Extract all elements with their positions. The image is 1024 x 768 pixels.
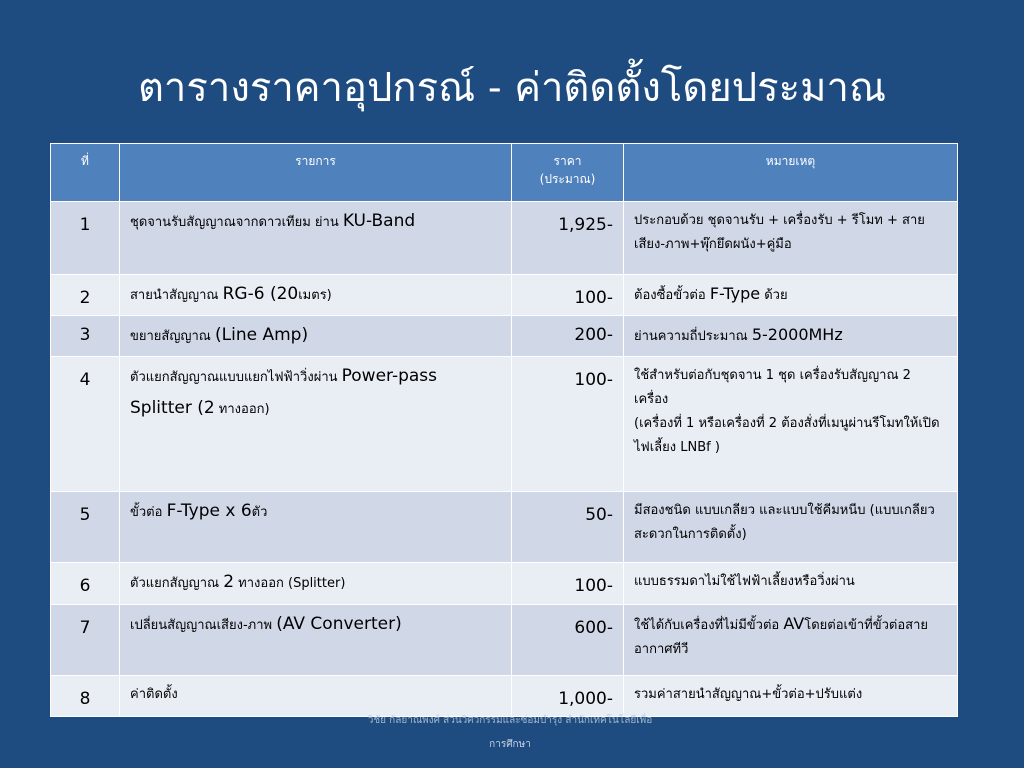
header-item: รายการ	[120, 144, 512, 202]
note-text-suffix: ด้วย	[760, 288, 788, 303]
row-price: 600-	[512, 605, 624, 676]
note-text-emphasis: 5-2000MHz	[751, 325, 843, 344]
row-item	[120, 563, 512, 605]
item-text: ขยายสัญญาณ	[130, 329, 216, 344]
row-item	[120, 492, 512, 563]
row-price: 100-	[512, 563, 624, 605]
item-text: ขั้วต่อ	[130, 505, 167, 520]
item-text-suffix: ทางออก (Splitter)	[234, 576, 346, 591]
item-text-emphasis: (Line Amp)	[215, 325, 309, 345]
item-text: สายนำสัญญาณ	[130, 288, 223, 303]
header-note: หมายเหตุ	[624, 144, 958, 202]
row-price: 50-	[512, 492, 624, 563]
item-text-emphasis: Power-pass Splitter (2	[130, 366, 438, 418]
note-text-emphasis: F-Type	[709, 284, 761, 303]
row-note: รวมค่าสายนำสัญญาณ+ขั้วต่อ+ปรับแต่ง	[624, 676, 958, 717]
note-line-1: ใช้สำหรับต่อกับชุดจาน 1 ชุด เครื่องรับสัญญาณ 2 เครื่อง	[634, 368, 911, 407]
row-note: มีสองชนิด แบบเกลียว และแบบใช้คีมหนีบ (แบบเกลียวสะดวกในการติดตั้ง)	[624, 492, 958, 563]
row-note: แบบธรรมดาไม่ใช้ไฟฟ้าเลี้ยงหรือวิ่งผ่าน	[624, 563, 958, 605]
row-number: 7	[51, 605, 120, 676]
row-price: 1,925-	[512, 202, 624, 275]
row-number: 2	[51, 275, 120, 316]
table-row	[51, 316, 958, 357]
row-item	[120, 316, 512, 357]
item-text-suffix: เมตร)	[298, 288, 332, 303]
row-item	[120, 202, 512, 275]
item-text-emphasis: RG-6 (20	[222, 284, 299, 304]
header-price-line2: (ประมาณ)	[539, 172, 596, 186]
table-row	[51, 357, 958, 492]
table-row	[51, 492, 958, 563]
row-number: 3	[51, 316, 120, 357]
row-item	[120, 275, 512, 316]
row-item	[120, 605, 512, 676]
row-item	[120, 357, 512, 492]
item-text: ชุดจานรับสัญญาณจากดาวเทียม ย่าน	[130, 215, 343, 230]
item-text-emphasis: 2	[223, 572, 235, 592]
row-number: 1	[51, 202, 120, 275]
table-header-row	[51, 144, 958, 202]
note-text: ต้องซื้อขั้วต่อ	[634, 288, 710, 303]
row-note	[624, 275, 958, 316]
row-number: 5	[51, 492, 120, 563]
row-note	[624, 357, 958, 492]
header-price-line1: ราคา	[553, 154, 582, 168]
price-table	[50, 143, 958, 717]
row-number: 4	[51, 357, 120, 492]
footer-line-1: วิชัย กัลยาณพงศ์ ส่วนวิศวกรรมและซ่อมบำรุง สำนักเทคโนโลยีเพื่อ	[367, 715, 653, 726]
row-note: ประกอบด้วย ชุดจานรับ + เครื่องรับ + รีโมท + สายเสียง-ภาพ+พุ๊กยึดผนัง+คู่มือ	[624, 202, 958, 275]
item-text-suffix: ทางออก)	[214, 402, 270, 417]
item-text-emphasis: F-Type x 6	[166, 501, 252, 521]
slide-title: ตารางราคาอุปกรณ์ - ค่าติดตั้งโดยประมาณ	[137, 65, 887, 111]
row-note	[624, 316, 958, 357]
footer-credit	[300, 712, 720, 754]
row-price: 1,000-	[512, 676, 624, 717]
row-number: 8	[51, 676, 120, 717]
item-text-emphasis: KU-Band	[342, 211, 416, 231]
row-price: 100-	[512, 275, 624, 316]
note-text: ย่านความถี่ประมาณ	[634, 329, 752, 344]
header-no: ที่	[51, 144, 120, 202]
row-item: ค่าติดตั้ง	[120, 676, 512, 717]
note-text-suffix: โดยต่อเข้าที่ขั้วต่อสายอากาศทีวี	[634, 618, 929, 657]
item-text-suffix: ตัว	[251, 505, 268, 520]
table-row	[51, 275, 958, 316]
footer-line-2: การศึกษา	[489, 739, 531, 750]
item-text-emphasis: (AV Converter)	[276, 614, 402, 634]
table-row	[51, 676, 958, 717]
item-text: ตัวแยกสัญญาณ	[130, 576, 224, 591]
note-text: ใช้ได้กับเครื่องที่ไม่มีขั้วต่อ	[634, 618, 784, 633]
table-row	[51, 202, 958, 275]
item-text: เปลี่ยนสัญญาณเสียง-ภาพ	[130, 618, 277, 633]
row-price: 200-	[512, 316, 624, 357]
row-price: 100-	[512, 357, 624, 492]
row-note	[624, 605, 958, 676]
header-price	[512, 144, 624, 202]
note-text-emphasis: AV	[783, 614, 805, 633]
table-row	[51, 563, 958, 605]
item-text: ตัวแยกสัญญาณแบบแยกไฟฟ้าวิ่งผ่าน	[130, 370, 342, 385]
note-line-2: (เครื่องที่ 1 หรือเครื่องที่ 2 ต้องสั่งที่เมนูผ่านรีโมทให้เปิดไฟเลี้ยง LNBf )	[634, 416, 940, 455]
table-row	[51, 605, 958, 676]
row-number: 6	[51, 563, 120, 605]
